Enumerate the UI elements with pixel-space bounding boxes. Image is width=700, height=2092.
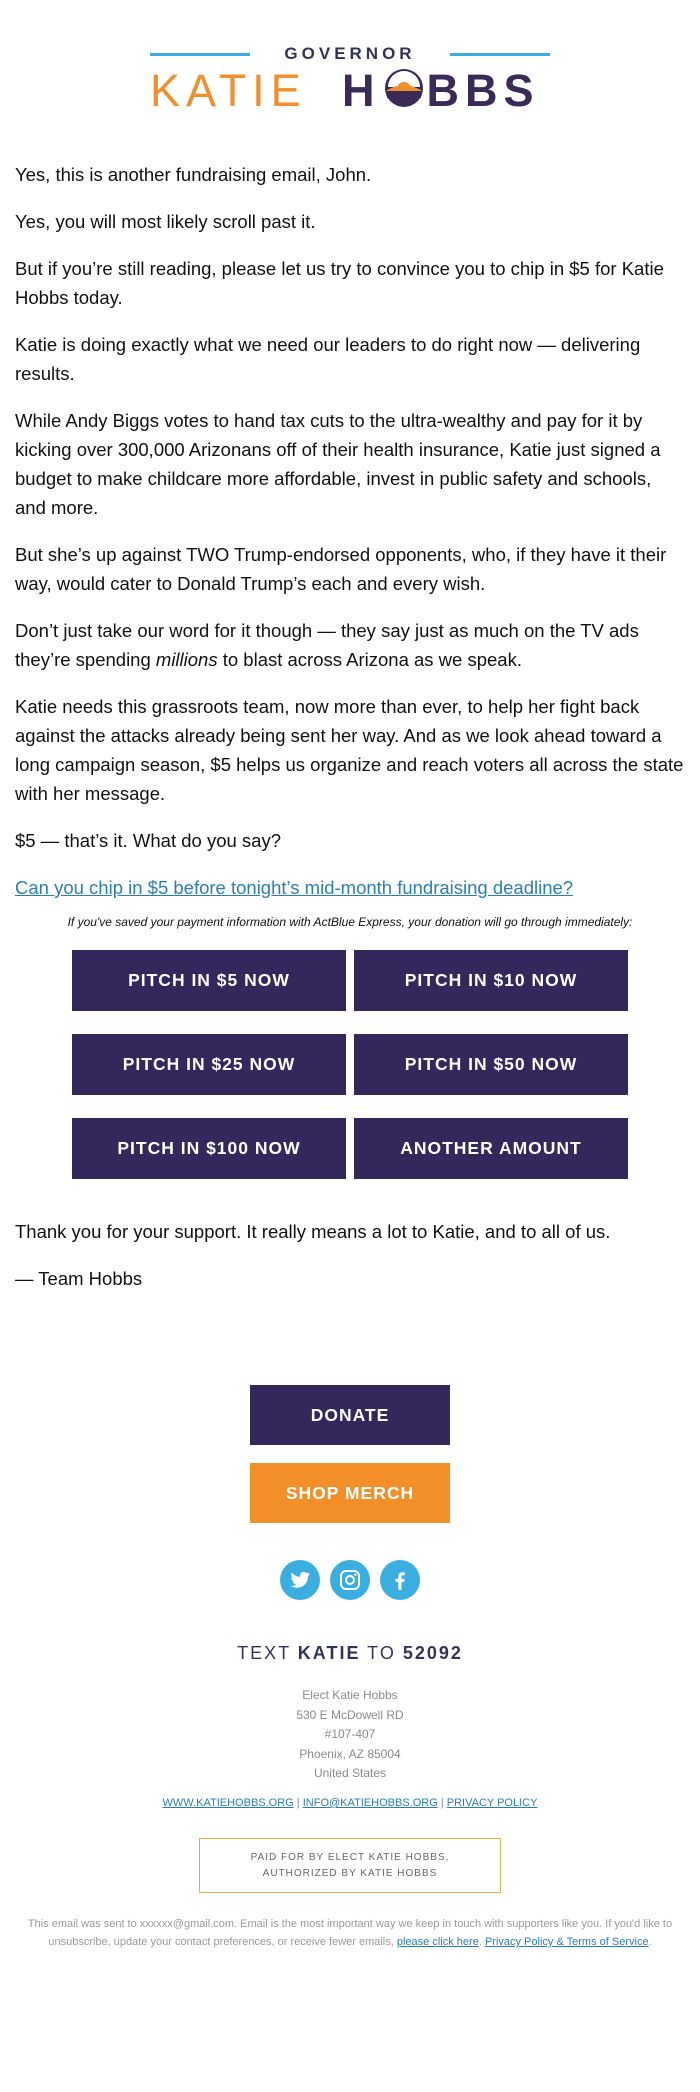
another-amount-button[interactable]: ANOTHER AMOUNT	[354, 1118, 628, 1179]
facebook-icon[interactable]	[380, 1560, 420, 1600]
logo-hobbs	[342, 66, 540, 116]
text-number: 52092	[402, 1643, 463, 1663]
link-separator: |	[437, 1797, 447, 1809]
cta-paragraph	[15, 873, 685, 902]
twitter-icon[interactable]	[280, 1560, 320, 1600]
pitch-50-button[interactable]: PITCH IN $50 NOW	[354, 1034, 628, 1095]
body-paragraph-2: Yes, you will most likely scroll past it.	[15, 211, 316, 232]
address-line: Elect Katie Hobbs	[302, 1688, 398, 1702]
social-links	[0, 1560, 700, 1600]
body-paragraph-9: $5 — that’s it. What do you say?	[15, 830, 281, 851]
instagram-icon[interactable]	[330, 1560, 370, 1600]
email-body	[15, 160, 685, 920]
donate-button[interactable]: DONATE	[250, 1385, 450, 1445]
sunset-o-icon	[384, 68, 424, 108]
address-line: 530 E McDowell RD	[296, 1707, 404, 1722]
footer-dot: .	[478, 1936, 485, 1948]
pitch-100-button[interactable]: PITCH IN $100 NOW	[72, 1118, 346, 1179]
shop-merch-button[interactable]: SHOP MERCH	[250, 1463, 450, 1523]
body-paragraph-8: Katie needs this grassroots team, now more than ever, to help her fight back against the attacks already being sent her way. And as we look ahead toward a long campaign season, $5 helps us organize and reach voters all across the state with her message.	[15, 696, 684, 804]
footer-links	[0, 1797, 700, 1809]
address-line: #107-407	[324, 1727, 376, 1741]
body-paragraph-7	[15, 616, 685, 674]
text-mid: TO	[360, 1643, 403, 1663]
p7-emphasis: millions	[155, 649, 218, 670]
body-paragraph-1: Yes, this is another fundraising email, John.	[15, 164, 372, 185]
website-link[interactable]: WWW.KATIEHOBBS.ORG	[162, 1797, 294, 1809]
footer-text: This email was sent to xxxxxx@gmail.com. Email is the most important way we keep in touch with supporters like you. If you'd like to unsubscribe, update your contact preferences, or receive fewer emails,	[27, 1918, 673, 1948]
body-paragraph-3: But if you’re still reading, please let us try to convince you to chip in $5 for Katie Hobbs today.	[15, 258, 664, 308]
logo-rule-left	[150, 53, 250, 56]
text-keyword: KATIE	[297, 1643, 361, 1663]
text-pre: TEXT	[237, 1643, 298, 1663]
email-link[interactable]: INFO@KATIEHOBBS.ORG	[302, 1797, 438, 1809]
body-paragraph-6: But she’s up against TWO Trump-endorsed opponents, who, if they have it their way, would cater to Donald Trump’s each and every wish.	[15, 544, 667, 594]
paid-for-line-1: PAID FOR BY ELECT KATIE HOBBS,	[250, 1852, 450, 1863]
p7-after: to blast across Arizona as we speak.	[217, 649, 522, 670]
privacy-policy-link[interactable]: PRIVACY POLICY	[446, 1797, 538, 1809]
campaign-logo	[150, 42, 550, 117]
unsubscribe-link[interactable]: please click here	[396, 1936, 479, 1948]
text-to-join	[0, 1643, 700, 1664]
logo-katie: KATIE	[150, 65, 307, 116]
body-paragraph-4: Katie is doing exactly what we need our leaders to do right now — delivering results.	[15, 334, 641, 384]
chip-in-link[interactable]: Can you chip in $5 before tonight’s mid-month fundraising deadline?	[15, 877, 574, 898]
pitch-5-button[interactable]: PITCH IN $5 NOW	[72, 950, 346, 1011]
logo-rule-right	[450, 53, 550, 56]
pitch-10-button[interactable]: PITCH IN $10 NOW	[354, 950, 628, 1011]
paid-for-box	[199, 1838, 501, 1893]
p7-before: Don’t just take our word for it though — they say just as much on the TV ads they’re spending	[15, 620, 639, 670]
privacy-terms-link[interactable]: Privacy Policy & Terms of Service	[484, 1936, 649, 1948]
address-line: Phoenix, AZ 85004	[299, 1746, 401, 1761]
paid-for-line-2: AUTHORIZED BY KATIE HOBBS	[262, 1868, 438, 1879]
link-separator: |	[293, 1797, 303, 1809]
pitch-25-button[interactable]: PITCH IN $25 NOW	[72, 1034, 346, 1095]
signoff: — Team Hobbs	[15, 1268, 143, 1289]
body-paragraph-5: While Andy Biggs votes to hand tax cuts to the ultra-wealthy and pay for it by kicking over 300,000 Arizonans off of their health insurance, Katie just signed a budget to make childcare more affordable, invest in public safety and schools, and more.	[15, 410, 661, 518]
address-line: United States	[313, 1766, 387, 1780]
logo-hobbs-h: H	[342, 65, 381, 116]
logo-hobbs-rest: BBS	[426, 65, 540, 116]
actblue-express-note: If you've saved your payment information with ActBlue Express, your donation will go through immediately:	[67, 915, 633, 929]
closing	[15, 1217, 685, 1311]
footer-end: .	[648, 1936, 652, 1948]
mailing-address	[0, 1686, 700, 1784]
logo-name	[150, 66, 550, 116]
thanks-paragraph: Thank you for your support. It really means a lot to Katie, and to all of us.	[15, 1221, 611, 1242]
logo-governor: GOVERNOR	[284, 44, 416, 63]
unsubscribe-footer	[20, 1915, 680, 1951]
